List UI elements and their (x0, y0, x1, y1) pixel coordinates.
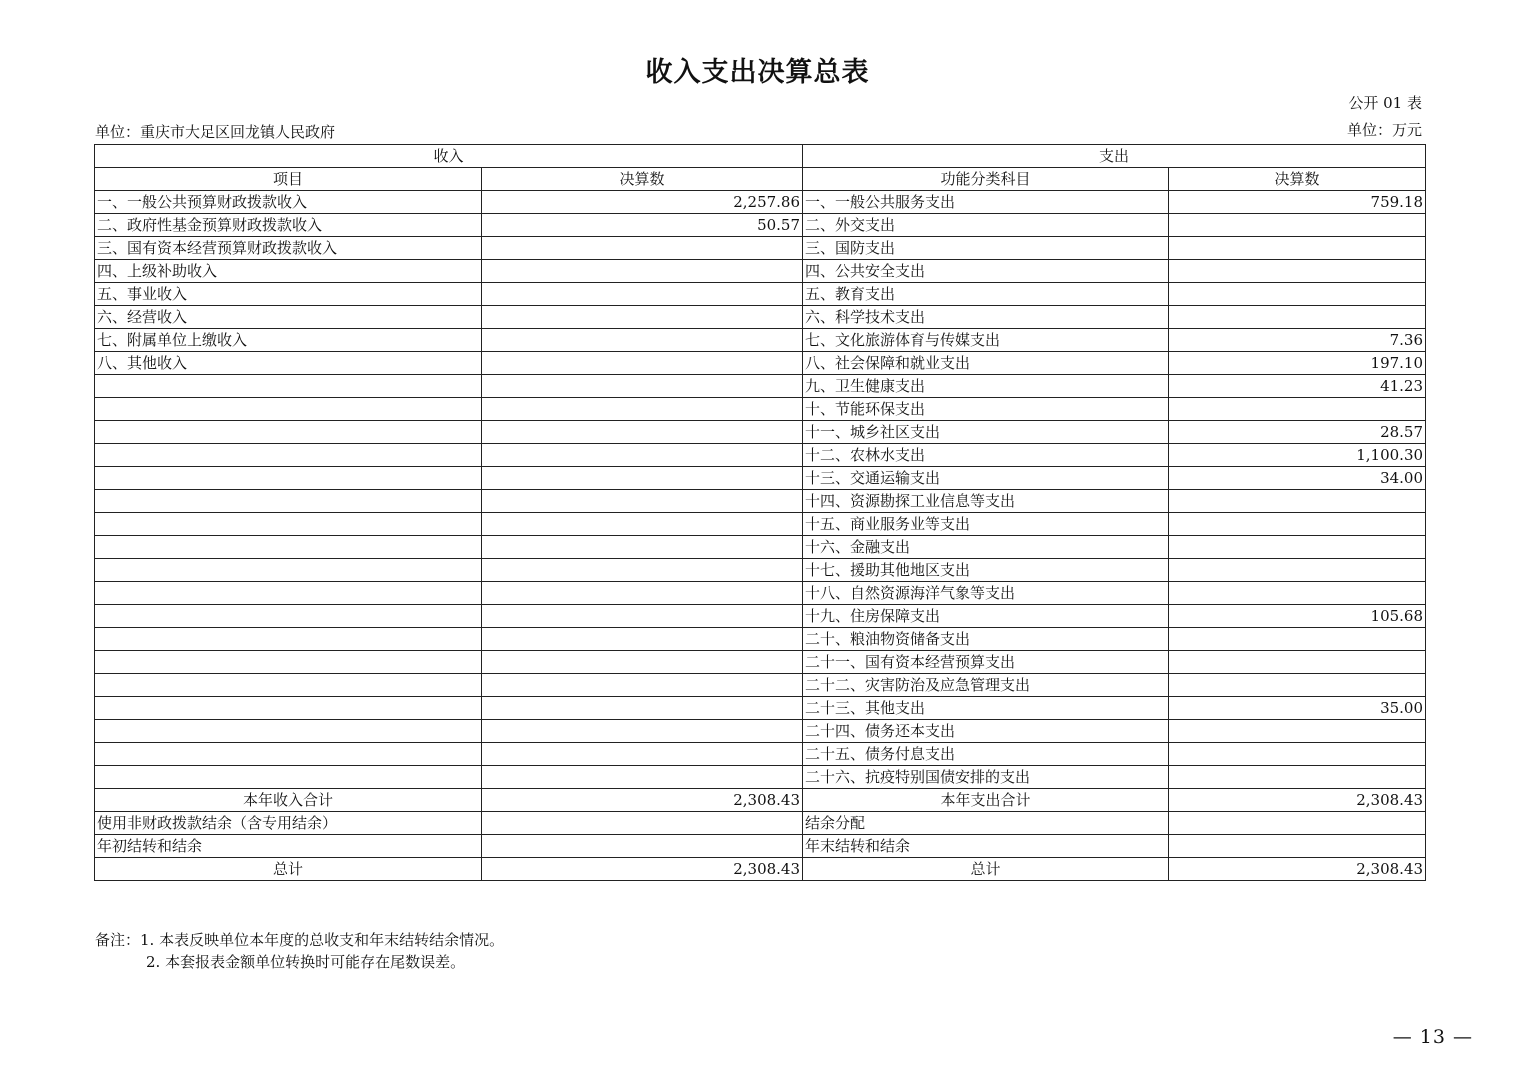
income-amount-cell (482, 720, 803, 743)
income-amount-cell (482, 306, 803, 329)
income-amount-cell: 2,308.43 (482, 789, 803, 812)
income-item-cell: 五、事业收入 (95, 283, 482, 306)
table-row (95, 513, 1426, 536)
income-amount-cell (482, 375, 803, 398)
table-row (95, 605, 1426, 628)
expense-item-cell: 七、文化旅游体育与传媒支出 (803, 329, 1169, 352)
expense-item-cell: 十五、商业服务业等支出 (803, 513, 1169, 536)
income-amount-cell (482, 559, 803, 582)
table-group-header-row (95, 145, 1426, 168)
income-item-cell (95, 651, 482, 674)
income-item-cell (95, 766, 482, 789)
table-row (95, 582, 1426, 605)
income-amount-cell: 50.57 (482, 214, 803, 237)
expense-amount-cell (1169, 835, 1426, 858)
table-row (95, 766, 1426, 789)
expense-item-cell: 四、公共安全支出 (803, 260, 1169, 283)
table-row (95, 283, 1426, 306)
expense-amount-cell (1169, 559, 1426, 582)
expense-item-cell: 总计 (803, 858, 1169, 881)
table-row (95, 743, 1426, 766)
expense-amount-cell: 1,100.30 (1169, 444, 1426, 467)
expense-item-cell: 十二、农林水支出 (803, 444, 1169, 467)
note-line-2: 2. 本套报表金额单位转换时可能存在尾数误差。 (146, 953, 466, 971)
expense-item-cell: 十六、金融支出 (803, 536, 1169, 559)
expense-amount-cell (1169, 214, 1426, 237)
income-amount-cell (482, 329, 803, 352)
table-row (95, 536, 1426, 559)
income-item-cell (95, 720, 482, 743)
income-amount-cell (482, 352, 803, 375)
expense-group-header: 支出 (803, 145, 1426, 168)
expense-amount-cell: 7.36 (1169, 329, 1426, 352)
expense-item-header: 功能分类科目 (803, 168, 1169, 191)
income-amount-cell (482, 674, 803, 697)
income-item-cell (95, 375, 482, 398)
expense-amount-cell (1169, 628, 1426, 651)
expense-amount-cell (1169, 743, 1426, 766)
expense-amount-cell (1169, 306, 1426, 329)
expense-item-cell: 十三、交通运输支出 (803, 467, 1169, 490)
expense-item-cell: 十一、城乡社区支出 (803, 421, 1169, 444)
income-amount-cell (482, 605, 803, 628)
expense-amount-cell: 2,308.43 (1169, 789, 1426, 812)
table-column-header-row (95, 168, 1426, 191)
table-row (95, 375, 1426, 398)
expense-item-cell: 本年支出合计 (803, 789, 1169, 812)
income-item-cell (95, 467, 482, 490)
table-row (95, 214, 1426, 237)
income-item-cell: 八、其他收入 (95, 352, 482, 375)
page-title: 收入支出决算总表 (645, 57, 870, 88)
income-amount-cell (482, 490, 803, 513)
income-amount-cell (482, 651, 803, 674)
page-number: — 13 — (1392, 1026, 1473, 1048)
table-row (95, 421, 1426, 444)
expense-item-cell: 年末结转和结余 (803, 835, 1169, 858)
income-item-cell (95, 559, 482, 582)
expense-amount-cell: 41.23 (1169, 375, 1426, 398)
expense-item-cell: 六、科学技术支出 (803, 306, 1169, 329)
income-item-cell: 四、上级补助收入 (95, 260, 482, 283)
income-item-header: 项目 (95, 168, 482, 191)
income-amount-header: 决算数 (482, 168, 803, 191)
income-amount-cell (482, 421, 803, 444)
expense-item-cell: 二十二、灾害防治及应急管理支出 (803, 674, 1169, 697)
income-item-cell (95, 674, 482, 697)
table-row (95, 674, 1426, 697)
expense-item-cell: 十、节能环保支出 (803, 398, 1169, 421)
expense-item-cell: 十四、资源勘探工业信息等支出 (803, 490, 1169, 513)
income-amount-cell (482, 628, 803, 651)
form-number: 公开 01 表 (1348, 94, 1422, 112)
income-item-cell (95, 582, 482, 605)
expense-amount-cell (1169, 651, 1426, 674)
expense-amount-header: 决算数 (1169, 168, 1426, 191)
income-amount-cell (482, 812, 803, 835)
expense-amount-cell: 34.00 (1169, 467, 1426, 490)
expense-item-cell: 三、国防支出 (803, 237, 1169, 260)
income-group-header: 收入 (95, 145, 803, 168)
income-item-cell (95, 536, 482, 559)
expense-amount-cell (1169, 812, 1426, 835)
expense-item-cell: 二十、粮油物资储备支出 (803, 628, 1169, 651)
income-item-cell (95, 421, 482, 444)
income-item-cell: 年初结转和结余 (95, 835, 482, 858)
expense-amount-cell: 197.10 (1169, 352, 1426, 375)
table-row (95, 835, 1426, 858)
table-row (95, 352, 1426, 375)
expense-item-cell: 一、一般公共服务支出 (803, 191, 1169, 214)
table-row (95, 306, 1426, 329)
income-item-cell (95, 513, 482, 536)
income-amount-cell (482, 536, 803, 559)
expense-amount-cell: 2,308.43 (1169, 858, 1426, 881)
expense-item-cell: 二十五、债务付息支出 (803, 743, 1169, 766)
table-row (95, 398, 1426, 421)
table-row (95, 490, 1426, 513)
expense-item-cell: 结余分配 (803, 812, 1169, 835)
table-row (95, 191, 1426, 214)
expense-item-cell: 九、卫生健康支出 (803, 375, 1169, 398)
income-amount-cell (482, 697, 803, 720)
income-amount-cell (482, 237, 803, 260)
expense-item-cell: 十八、自然资源海洋气象等支出 (803, 582, 1169, 605)
income-item-cell: 三、国有资本经营预算财政拨款收入 (95, 237, 482, 260)
note-line-1: 备注：1. 本表反映单位本年度的总收支和年末结转结余情况。 (95, 931, 505, 949)
expense-item-cell: 二、外交支出 (803, 214, 1169, 237)
table-row (95, 858, 1426, 881)
expense-item-cell: 二十一、国有资本经营预算支出 (803, 651, 1169, 674)
table-row (95, 329, 1426, 352)
expense-amount-cell (1169, 582, 1426, 605)
expense-amount-cell (1169, 720, 1426, 743)
expense-amount-cell: 35.00 (1169, 697, 1426, 720)
expense-amount-cell: 28.57 (1169, 421, 1426, 444)
currency-unit: 单位：万元 (1346, 121, 1422, 139)
income-amount-cell: 2,257.86 (482, 191, 803, 214)
income-item-cell: 总计 (95, 858, 482, 881)
expense-amount-cell (1169, 237, 1426, 260)
expense-amount-cell: 759.18 (1169, 191, 1426, 214)
income-item-cell: 使用非财政拨款结余（含专用结余） (95, 812, 482, 835)
income-amount-cell (482, 582, 803, 605)
income-item-cell: 一、一般公共预算财政拨款收入 (95, 191, 482, 214)
expense-item-cell: 十七、援助其他地区支出 (803, 559, 1169, 582)
income-amount-cell (482, 467, 803, 490)
expense-amount-cell (1169, 490, 1426, 513)
income-amount-cell (482, 835, 803, 858)
income-amount-cell (482, 513, 803, 536)
income-amount-cell (482, 283, 803, 306)
income-amount-cell (482, 743, 803, 766)
expense-item-cell: 二十三、其他支出 (803, 697, 1169, 720)
expense-item-cell: 二十四、债务还本支出 (803, 720, 1169, 743)
table-row (95, 720, 1426, 743)
table-row (95, 697, 1426, 720)
income-item-cell: 本年收入合计 (95, 789, 482, 812)
expense-amount-cell (1169, 513, 1426, 536)
table-row (95, 260, 1426, 283)
table-row (95, 812, 1426, 835)
table-row (95, 467, 1426, 490)
income-item-cell (95, 444, 482, 467)
income-amount-cell (482, 398, 803, 421)
income-item-cell (95, 398, 482, 421)
income-item-cell: 六、经营收入 (95, 306, 482, 329)
expense-item-cell: 五、教育支出 (803, 283, 1169, 306)
income-item-cell (95, 743, 482, 766)
expense-amount-cell (1169, 766, 1426, 789)
income-amount-cell (482, 260, 803, 283)
expense-item-cell: 二十六、抗疫特别国债安排的支出 (803, 766, 1169, 789)
expense-amount-cell: 105.68 (1169, 605, 1426, 628)
income-amount-cell (482, 444, 803, 467)
table-row (95, 789, 1426, 812)
income-item-cell: 二、政府性基金预算财政拨款收入 (95, 214, 482, 237)
expense-item-cell: 八、社会保障和就业支出 (803, 352, 1169, 375)
income-amount-cell (482, 766, 803, 789)
expense-amount-cell (1169, 536, 1426, 559)
table-row (95, 651, 1426, 674)
expense-amount-cell (1169, 398, 1426, 421)
income-item-cell (95, 628, 482, 651)
income-expense-table (94, 144, 1426, 881)
income-item-cell: 七、附属单位上缴收入 (95, 329, 482, 352)
reporting-unit: 单位：重庆市大足区回龙镇人民政府 (95, 123, 336, 141)
income-item-cell (95, 490, 482, 513)
notes (95, 929, 504, 973)
expense-item-cell: 十九、住房保障支出 (803, 605, 1169, 628)
income-item-cell (95, 605, 482, 628)
table-row (95, 237, 1426, 260)
table-row (95, 628, 1426, 651)
table-row (95, 559, 1426, 582)
expense-amount-cell (1169, 283, 1426, 306)
income-amount-cell: 2,308.43 (482, 858, 803, 881)
income-item-cell (95, 697, 482, 720)
expense-amount-cell (1169, 260, 1426, 283)
expense-amount-cell (1169, 674, 1426, 697)
table-row (95, 444, 1426, 467)
